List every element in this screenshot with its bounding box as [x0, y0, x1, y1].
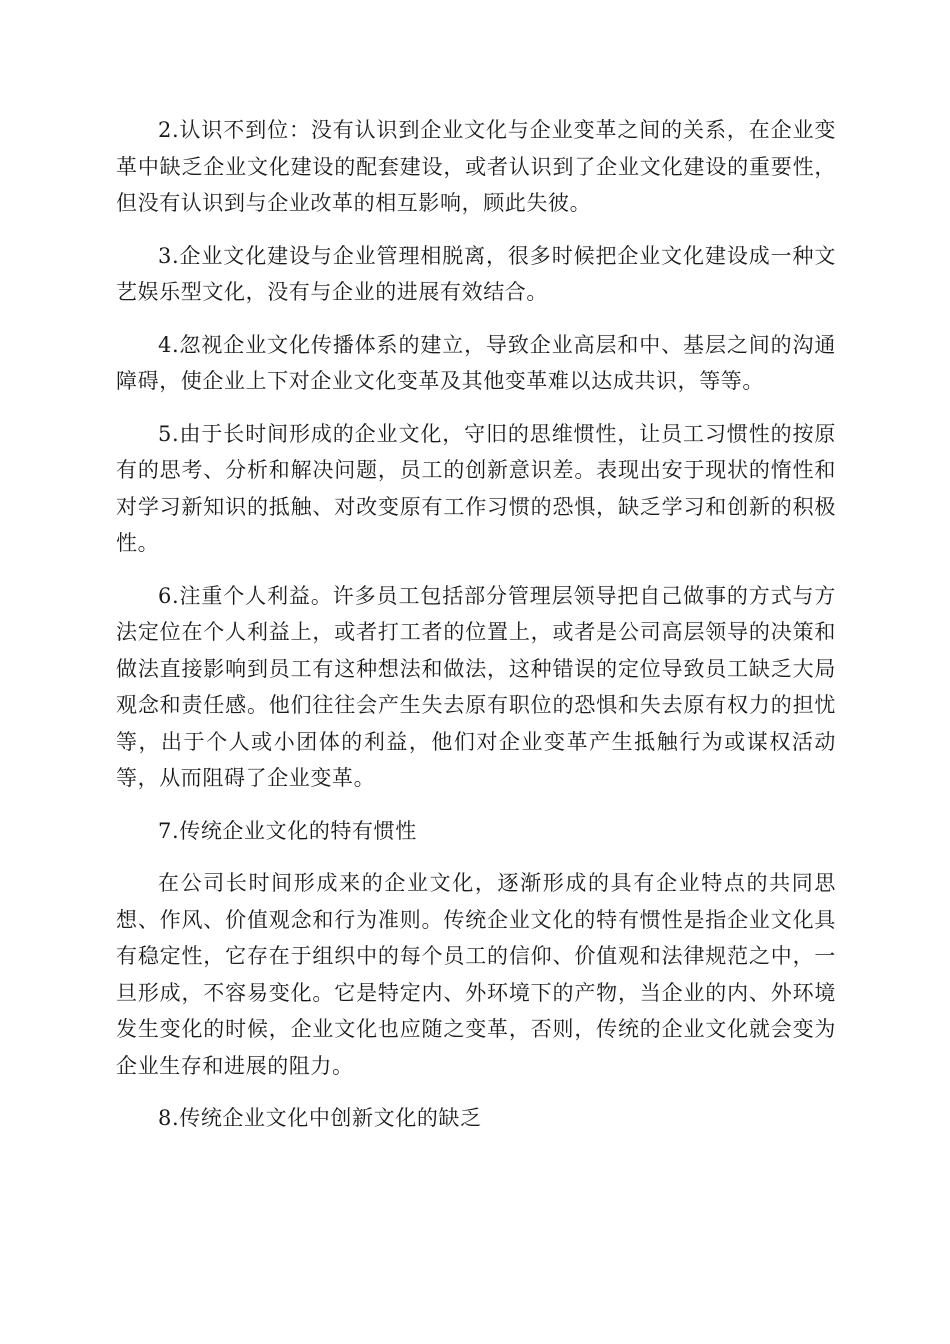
paragraph-item-6: 6.注重个人利益。许多员工包括部分管理层领导把自己做事的方式与方法定位在个人利益上，或者打工者的位置上，或者是公司高层领导的决策和做法直接影响到员工有这种想法和做法，这种错误的定位导致员工缺乏大局观念和责任感。他们往往会产生失去原有职位的恐惧和失去原有权力的担忧等，出于个人或小团体的利益，他们对企业变革产生抵触行为或谋权活动等，从而阻碍了企业变革。	[116, 583, 836, 790]
paragraph-item-4: 4.忽视企业文化传播体系的建立，导致企业高层和中、基层之间的沟通障碍，使企业上下对企业文化变革及其他变革难以达成共识，等等。	[116, 332, 836, 393]
paragraph-item-3: 3.企业文化建设与企业管理相脱离，很多时候把企业文化建设成一种文艺娱乐型文化，没有与企业的进展有效结合。	[116, 243, 836, 304]
document-body	[116, 112, 836, 1153]
paragraph-item-5: 5.由于长时间形成的企业文化，守旧的思维惯性，让员工习惯性的按原有的思考、分析和解决问题，员工的创新意识差。表现出安于现状的惰性和对学习新知识的抵触、对改变原有工作习惯的恐惧，缺乏学习和创新的积极性。	[116, 421, 836, 555]
paragraph-item-2: 2.认识不到位：没有认识到企业文化与企业变革之间的关系，在企业变革中缺乏企业文化建设的配套建设，或者认识到了企业文化建设的重要性，但没有认识到与企业改革的相互影响，顾此失彼。	[116, 118, 836, 215]
section-heading-7: 7.传统企业文化的特有惯性	[158, 818, 417, 843]
paragraph-body-7: 在公司长时间形成来的企业文化，逐渐形成的具有企业特点的共同思想、作风、价值观念和行为准则。传统企业文化的特有惯性是指企业文化具有稳定性，它存在于组织中的每个员工的信仰、价值观和法律规范之中，一旦形成，不容易变化。它是特定内、外环境下的产物，当企业的内、外环境发生变化的时候，企业文化也应随之变革，否则，传统的企业文化就会变为企业生存和进展的阻力。	[116, 871, 836, 1078]
section-heading-8: 8.传统企业文化中创新文化的缺乏	[158, 1106, 482, 1130]
